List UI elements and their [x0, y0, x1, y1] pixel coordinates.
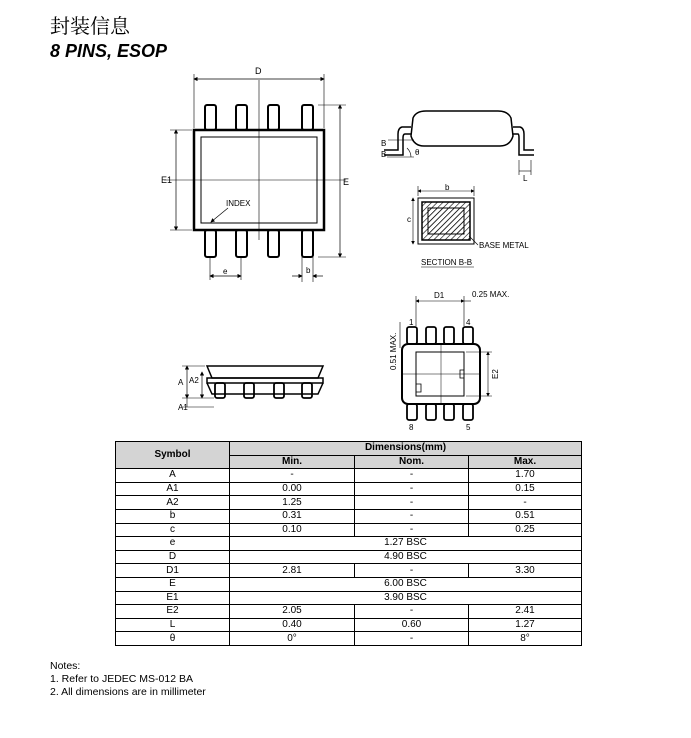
cell-symbol: D1: [116, 564, 230, 578]
label-025-max: 0.25 MAX.: [472, 290, 510, 299]
side-view: [182, 366, 323, 407]
package-title: 8 PINS, ESOP: [50, 41, 168, 61]
cell-nom: -: [355, 523, 469, 537]
cell-nom: -: [355, 564, 469, 578]
pin-label-8: 8: [409, 423, 414, 432]
table-row: [116, 509, 582, 523]
cell-symbol: e: [116, 537, 230, 551]
label-c-section: c: [407, 215, 411, 224]
cell-symbol: D: [116, 550, 230, 564]
cell-max: 0.25: [469, 523, 582, 537]
cell-max: -: [469, 496, 582, 510]
cell-max: 1.70: [469, 469, 582, 483]
cell-max: 0.15: [469, 482, 582, 496]
symbol-header: Symbol: [116, 442, 230, 469]
end-view: [384, 111, 534, 175]
page-title-cn: 封装信息: [50, 14, 130, 38]
cell-min: 2.05: [230, 605, 355, 619]
note-item: 2. All dimensions are in millimeter: [50, 686, 206, 698]
label-A2: A2: [189, 376, 199, 385]
cell-merged: 3.90 BSC: [230, 591, 582, 605]
cell-nom: 0.60: [355, 618, 469, 632]
table-row: [116, 564, 582, 578]
table-row: [116, 632, 582, 646]
cell-min: 0°: [230, 632, 355, 646]
cell-symbol: θ: [116, 632, 230, 646]
cell-symbol: E1: [116, 591, 230, 605]
pin-label-1: 1: [409, 318, 414, 327]
pin-label-4: 4: [466, 318, 471, 327]
cell-max: 1.27: [469, 618, 582, 632]
label-A: A: [178, 378, 184, 387]
cell-nom: -: [355, 632, 469, 646]
table-row: [116, 591, 582, 605]
cell-symbol: c: [116, 523, 230, 537]
cell-symbol: E: [116, 577, 230, 591]
label-D: D: [255, 66, 262, 76]
cell-nom: -: [355, 605, 469, 619]
label-b-section: b: [445, 183, 450, 192]
table-row: [116, 482, 582, 496]
cell-max: 2.41: [469, 605, 582, 619]
cell-max: 8°: [469, 632, 582, 646]
label-D1: D1: [434, 291, 445, 300]
cell-nom: -: [355, 509, 469, 523]
cell-symbol: A: [116, 469, 230, 483]
table-row: [116, 605, 582, 619]
label-base-metal: BASE METAL: [479, 241, 529, 250]
cell-symbol: E2: [116, 605, 230, 619]
cell-min: 0.00: [230, 482, 355, 496]
cell-nom: -: [355, 469, 469, 483]
label-e: e: [223, 267, 228, 276]
label-E1: E1: [161, 175, 173, 185]
cell-nom: -: [355, 482, 469, 496]
table-row: [116, 469, 582, 483]
table-row: [116, 577, 582, 591]
cell-max: 0.51: [469, 509, 582, 523]
cell-max: 3.30: [469, 564, 582, 578]
label-theta: θ: [415, 148, 420, 157]
table-row: [116, 550, 582, 564]
cell-min: 0.31: [230, 509, 355, 523]
dimensions-table: [115, 441, 582, 646]
table-row: [116, 618, 582, 632]
cell-symbol: L: [116, 618, 230, 632]
section-caption: SECTION B-B: [421, 258, 473, 267]
pin-label-5: 5: [466, 423, 471, 432]
cell-symbol: b: [116, 509, 230, 523]
cell-min: 0.10: [230, 523, 355, 537]
table-row: [116, 496, 582, 510]
cell-min: -: [230, 469, 355, 483]
label-L: L: [523, 174, 528, 183]
table-row: [116, 523, 582, 537]
nom-header: Nom.: [355, 455, 469, 469]
notes: [50, 660, 206, 699]
label-A1: A1: [178, 403, 188, 412]
table-row: [116, 537, 582, 551]
section-bb: [413, 186, 478, 267]
cell-merged: 6.00 BSC: [230, 577, 582, 591]
dimensions-header: Dimensions(mm): [230, 442, 582, 456]
cell-min: 2.81: [230, 564, 355, 578]
max-header: Max.: [469, 455, 582, 469]
note-item: 1. Refer to JEDEC MS-012 BA: [50, 673, 193, 685]
bottom-view: [400, 296, 492, 420]
notes-heading: Notes:: [50, 660, 81, 672]
label-B1: B: [381, 139, 387, 148]
cell-min: 0.40: [230, 618, 355, 632]
min-header: Min.: [230, 455, 355, 469]
cell-merged: 1.27 BSC: [230, 537, 582, 551]
label-E: E: [343, 177, 350, 187]
top-view: [164, 74, 346, 282]
cell-symbol: A2: [116, 496, 230, 510]
cell-min: 1.25: [230, 496, 355, 510]
label-index: INDEX: [226, 199, 251, 208]
label-051-max: 0.51 MAX.: [389, 332, 398, 370]
cell-nom: -: [355, 496, 469, 510]
label-E2: E2: [491, 369, 500, 379]
cell-symbol: A1: [116, 482, 230, 496]
label-b-top: b: [306, 266, 311, 275]
cell-merged: 4.90 BSC: [230, 550, 582, 564]
label-B2: B: [381, 150, 387, 159]
